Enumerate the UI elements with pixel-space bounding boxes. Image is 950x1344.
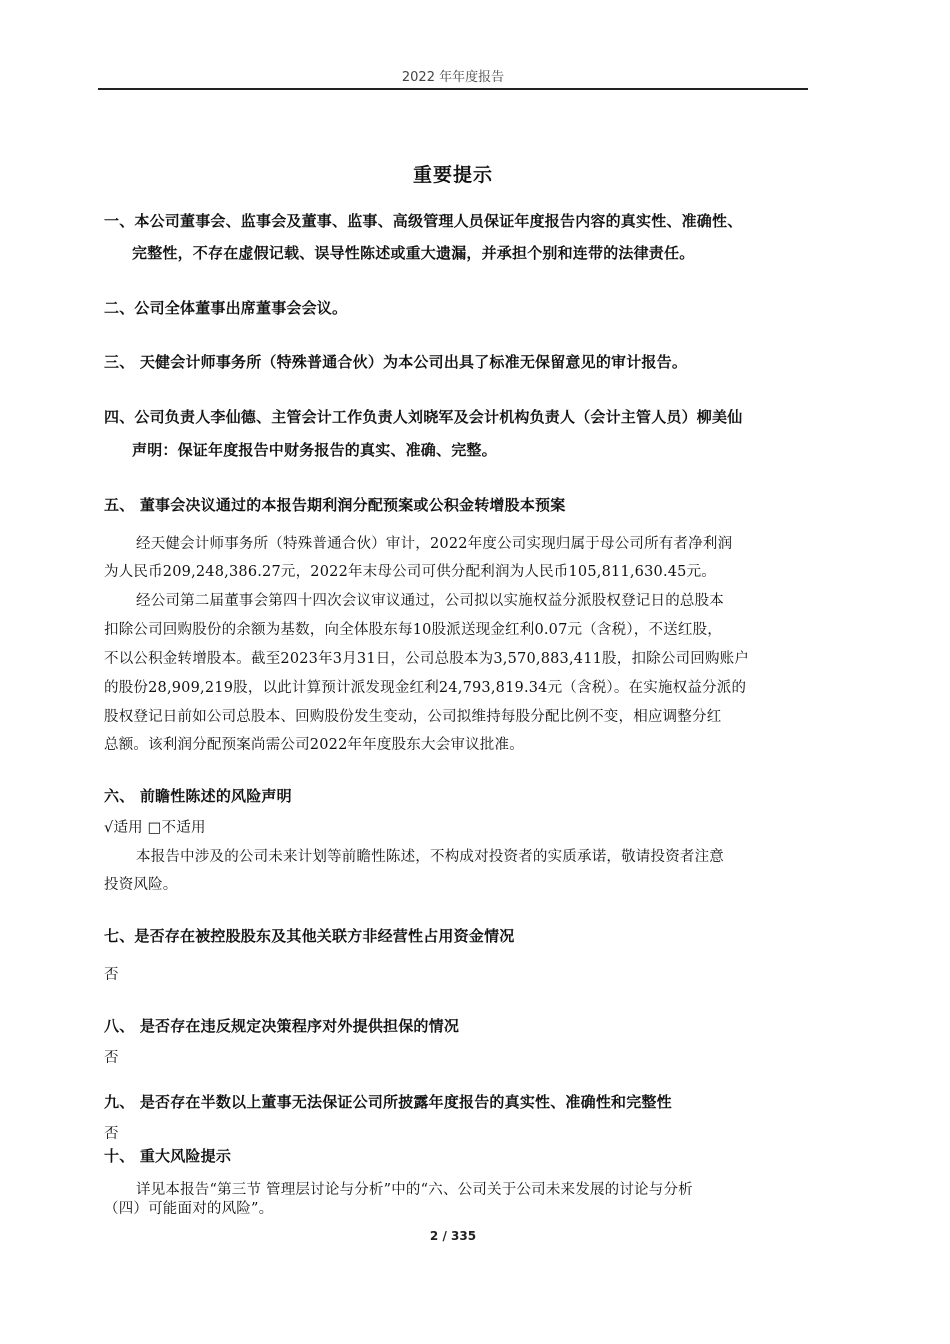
item-7-heading: 七、是否存在被控股股东及其他关联方非经营性占用资金情况 bbox=[104, 927, 515, 945]
item-9-answer: 否 bbox=[104, 1126, 119, 1142]
item-5-para-2-line-6: 总额。该利润分配预案尚需公司2022年年度股东大会审议批准。 bbox=[104, 737, 524, 753]
item-7-answer: 否 bbox=[104, 967, 119, 983]
item-5-para-1-line-1: 经天健会计师事务所（特殊普通合伙）审计，2022年度公司实现归属于母公司所有者净利润 bbox=[136, 536, 733, 552]
item-5-para-1-line-2: 为人民币209,248,386.27元，2022年末母公司可供分配利润为人民币105,811,630.45元。 bbox=[104, 564, 717, 580]
item-1-line-2: 完整性，不存在虚假记载、误导性陈述或重大遗漏，并承担个别和连带的法律责任。 bbox=[132, 244, 695, 262]
item-9-heading: 九、 是否存在半数以上董事无法保证公司所披露年度报告的真实性、准确性和完整性 bbox=[104, 1093, 672, 1111]
item-8-heading: 八、 是否存在违反规定决策程序对外提供担保的情况 bbox=[104, 1017, 460, 1035]
item-2: 二、公司全体董事出席董事会会议。 bbox=[104, 299, 348, 317]
item-10-heading: 十、 重大风险提示 bbox=[104, 1147, 232, 1165]
item-5-para-2-line-3: 不以公积金转增股本。截至2023年3月31日，公司总股本为3,570,883,411股，扣除公司回购账户 bbox=[104, 651, 750, 667]
item-6-para-line-2: 投资风险。 bbox=[104, 877, 178, 893]
page-title: 重要提示 bbox=[412, 164, 493, 186]
item-5-heading: 五、 董事会决议通过的本报告期利润分配预案或公积金转增股本预案 bbox=[104, 496, 566, 514]
page-number: 2 / 335 bbox=[429, 1229, 477, 1243]
item-5-para-2-line-2: 扣除公司回购股份的余额为基数，向全体股东每10股派送现金红利0.07元（含税），不送红股， bbox=[104, 622, 722, 638]
item-4-line-1: 四、公司负责人李仙德、主管会计工作负责人刘晓军及会计机构负责人（会计主管人员）柳美仙 bbox=[104, 408, 743, 426]
applicability-options: √适用 □不适用 bbox=[104, 820, 206, 836]
item-3: 三、 天健会计师事务所（特殊普通合伙）为本公司出具了标准无保留意见的审计报告。 bbox=[104, 353, 688, 371]
item-10-para-line-1: 详见本报告“第三节 管理层讨论与分析”中的“六、公司关于公司未来发展的讨论与分析 bbox=[136, 1182, 693, 1198]
item-6-heading: 六、 前瞻性陈述的风险声明 bbox=[104, 787, 292, 805]
item-1-line-1: 一、本公司董事会、监事会及董事、监事、高级管理人员保证年度报告内容的真实性、准确性、 bbox=[104, 212, 743, 230]
item-8-answer: 否 bbox=[104, 1050, 119, 1066]
item-10-para-line-2: （四）可能面对的风险”。 bbox=[104, 1201, 274, 1217]
item-5-para-2-line-5: 股权登记日前如公司总股本、回购股份发生变动，公司拟维持每股分配比例不变，相应调整分红 bbox=[104, 709, 722, 725]
item-6-para-line-1: 本报告中涉及的公司未来计划等前瞻性陈述，不构成对投资者的实质承诺，敬请投资者注意 bbox=[136, 849, 724, 865]
item-4-line-2: 声明：保证年度报告中财务报告的真实、准确、完整。 bbox=[132, 441, 497, 459]
item-5-para-2-line-4: 的股份28,909,219股，以此计算预计派发现金红利24,793,819.34元（含税）。在实施权益分派的 bbox=[104, 680, 747, 696]
report-header-title: 2022 年年度报告 bbox=[401, 70, 505, 85]
header-divider bbox=[98, 88, 808, 90]
item-5-para-2-line-1: 经公司第二届董事会第四十四次会议审议通过，公司拟以实施权益分派股权登记日的总股本 bbox=[136, 593, 724, 609]
